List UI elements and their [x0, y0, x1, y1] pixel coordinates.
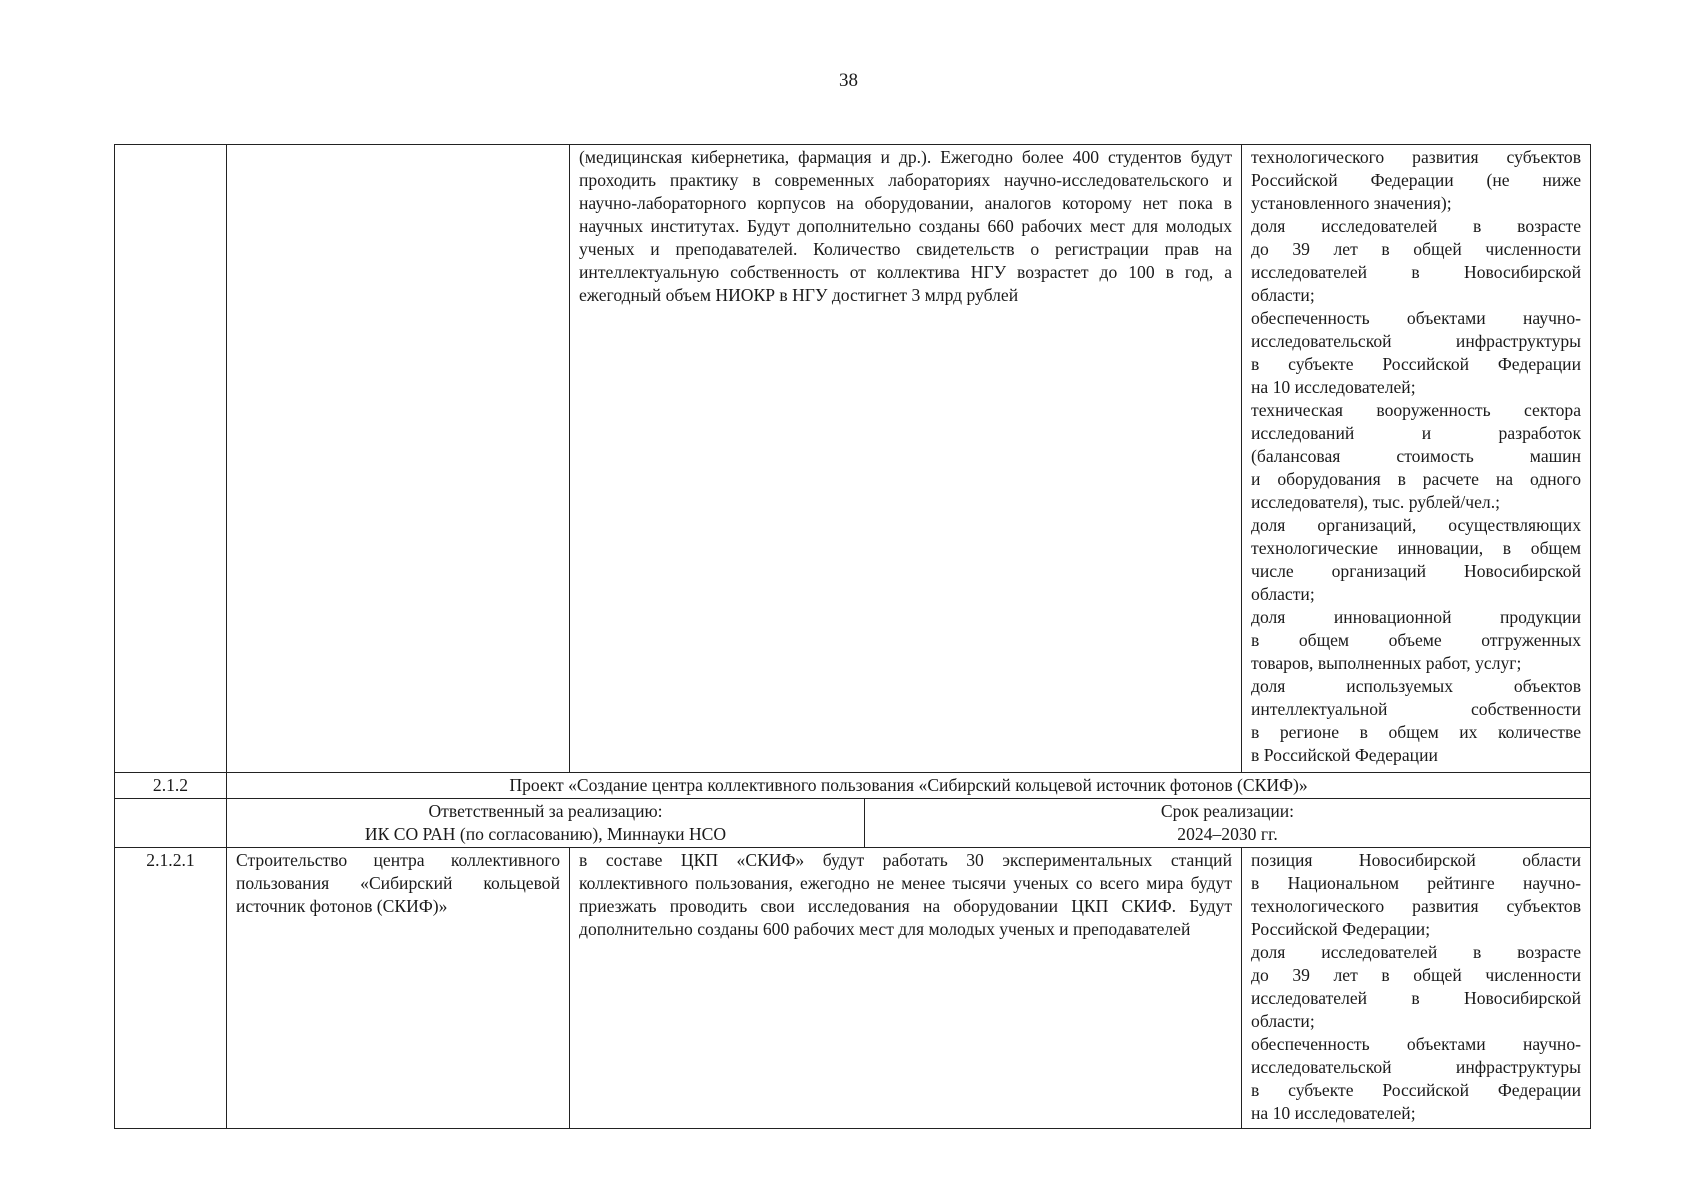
indicator-line: технологического развития субъектов: [1251, 896, 1582, 916]
responsible-label: Ответственный за реализацию:: [428, 801, 663, 821]
indicator-line: Российской Федерации (не ниже: [1251, 170, 1582, 190]
task-indicators: [1242, 848, 1591, 1129]
indicator-line: позиция Новосибирской области: [1251, 850, 1582, 870]
term-label: Срок реализации:: [1160, 801, 1295, 821]
term-cell: [865, 799, 1591, 848]
responsible-cell: [227, 799, 865, 848]
indicator-line: области;: [1251, 584, 1315, 604]
indicator-line: в общем объеме отгруженных: [1251, 630, 1582, 650]
indicator-line: в Российской Федерации: [1251, 745, 1438, 765]
indicator-line: доля используемых объектов: [1251, 676, 1582, 696]
indicator-line: техническая вооруженность сектора: [1251, 400, 1582, 420]
indicator-line: Российской Федерации;: [1251, 919, 1431, 939]
cell-expected-results: (медицинская кибернетика, фармация и др.). Ежегодно более 400 студентов будут проходить практику в современных лабораториях научно-исследовательского и научно-лабораторного корпусов на оборудовании, аналогов которому нет пока в научных институтах. Будут дополнительно созданы 660 рабочих мест для молодых ученых и преподавателей. Количество свидетельств о регистрации прав на интеллектуальную собственность от коллектива НГУ возрастет до 100 в год, а ежегодный объем НИОКР в НГУ достигнет 3 млрд рублей: [570, 145, 1242, 773]
indicator-line: технологического развития субъектов: [1251, 147, 1582, 167]
cell-empty: [115, 799, 227, 848]
indicator-line: интеллектуальной собственности: [1251, 699, 1582, 719]
indicator-line: в регионе в общем их количестве: [1251, 722, 1582, 742]
indicator-line: исследований и разработок: [1251, 423, 1582, 443]
task-name-line: источник фотонов (СКИФ)»: [236, 896, 448, 916]
indicator-line: числе организаций Новосибирской: [1251, 561, 1582, 581]
measures-table: [114, 144, 1591, 1129]
indicator-line: доля инновационной продукции: [1251, 607, 1582, 627]
task-number: 2.1.2.1: [115, 848, 227, 1129]
task-name-line: Строительство центра коллективного: [236, 850, 560, 870]
page-number: 38: [839, 70, 858, 91]
task-name: [227, 848, 570, 1129]
indicator-line: в Национальном рейтинге научно-: [1251, 873, 1582, 893]
indicator-line: на 10 исследователей;: [1251, 377, 1416, 397]
project-title: Проект «Создание центра коллективного пользования «Сибирский кольцевой источник фотонов (СКИФ)»: [227, 773, 1591, 799]
indicator-line: и оборудования в расчете на одного: [1251, 469, 1582, 489]
cell-indicators: [1242, 145, 1591, 773]
cell-number: [115, 145, 227, 773]
table-row-continuation: [115, 145, 1591, 773]
indicator-line: исследователей в Новосибирской: [1251, 262, 1582, 282]
indicator-line: обеспеченность объектами научно-: [1251, 308, 1582, 328]
project-number: 2.1.2: [115, 773, 227, 799]
indicator-line: доля исследователей в возрасте: [1251, 942, 1582, 962]
indicator-line: до 39 лет в общей численности: [1251, 239, 1582, 259]
indicator-line: области;: [1251, 1011, 1315, 1031]
task-name-line: пользования «Сибирский кольцевой: [236, 873, 560, 893]
indicator-line: исследователя), тыс. рублей/чел.;: [1251, 492, 1500, 512]
table-row-responsible: [115, 799, 1591, 848]
indicator-line: до 39 лет в общей численности: [1251, 965, 1582, 985]
indicator-line: исследовательской инфраструктуры: [1251, 1057, 1582, 1077]
term-value: 2024–2030 гг.: [1177, 824, 1278, 844]
table-row-project: [115, 773, 1591, 799]
indicator-line: доля организаций, осуществляющих: [1251, 515, 1582, 535]
task-expected-results: в составе ЦКП «СКИФ» будут работать 30 экспериментальных станций коллективного пользования, ежегодно не менее тысячи ученых со всего мира будут приезжать проводить свои исследования на оборудовании ЦКП СКИФ. Будут дополнительно созданы 600 рабочих мест для молодых ученых и преподавателей: [570, 848, 1242, 1129]
indicator-line: доля исследователей в возрасте: [1251, 216, 1582, 236]
table-row-task: [115, 848, 1591, 1129]
cell-measure-name: [227, 145, 570, 773]
responsible-value: ИК СО РАН (по согласованию), Миннауки НСО: [364, 824, 727, 844]
indicator-line: в субъекте Российской Федерации: [1251, 354, 1582, 374]
indicator-line: товаров, выполненных работ, услуг;: [1251, 653, 1522, 673]
indicator-line: исследовательской инфраструктуры: [1251, 331, 1582, 351]
indicator-line: установленного значения);: [1251, 193, 1452, 213]
indicator-line: исследователей в Новосибирской: [1251, 988, 1582, 1008]
indicator-line: (балансовая стоимость машин: [1251, 446, 1582, 466]
indicator-line: области;: [1251, 285, 1315, 305]
indicator-line: обеспеченность объектами научно-: [1251, 1034, 1582, 1054]
indicator-line: технологические инновации, в общем: [1251, 538, 1582, 558]
indicator-line: на 10 исследователей;: [1251, 1103, 1416, 1123]
indicator-line: в субъекте Российской Федерации: [1251, 1080, 1582, 1100]
